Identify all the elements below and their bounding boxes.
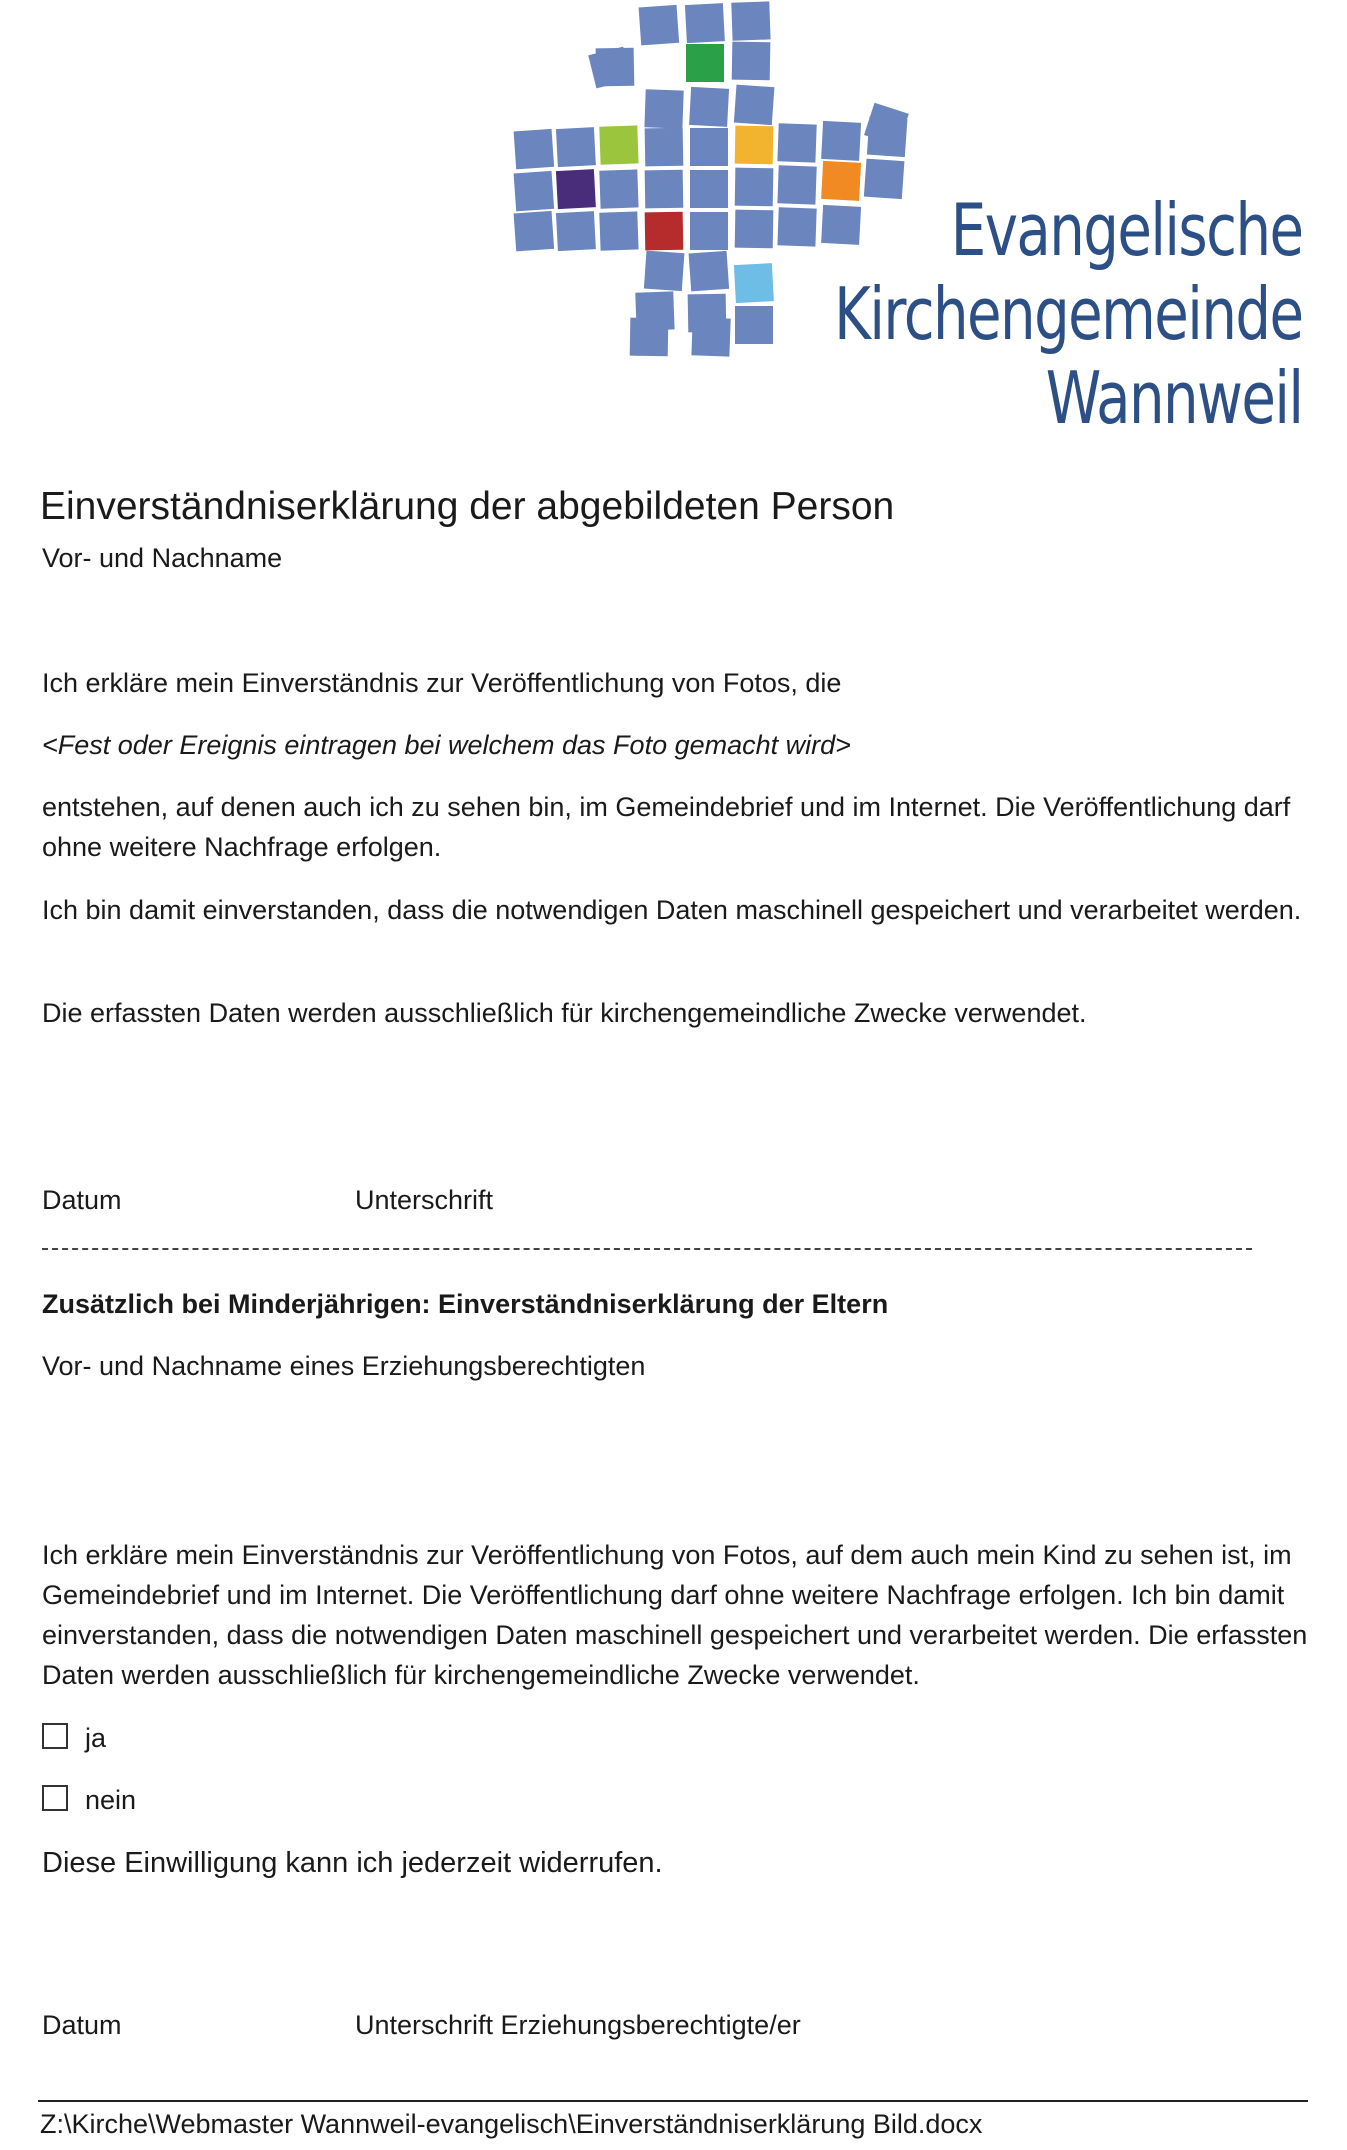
logo-tile bbox=[599, 211, 638, 250]
logo-tile bbox=[734, 85, 775, 126]
logo-tile bbox=[685, 3, 725, 43]
logo-tile bbox=[599, 125, 638, 164]
logo-tile bbox=[645, 128, 684, 167]
logo-tile bbox=[690, 128, 728, 166]
revocation-note: Diese Einwilligung kann ich jederzeit widerrufen. bbox=[42, 1847, 663, 1879]
logo-wordmark bbox=[834, 188, 1302, 440]
consent-paragraph-4: Die erfassten Daten werden ausschließlich für kirchengemeindliche Zwecke verwendet. bbox=[42, 998, 1087, 1028]
guardian-name-label: Vor- und Nachname eines Erziehungsberechtigten bbox=[42, 1351, 646, 1381]
consent-line-1: Ich erkläre mein Einverständnis zur Veröffentlichung von Fotos, die bbox=[42, 668, 842, 698]
logo-tile bbox=[735, 210, 774, 249]
logo-tile bbox=[735, 306, 773, 344]
logo-tile bbox=[645, 170, 684, 209]
logo-line-kirchengemeinde: Kirchengemeinde bbox=[833, 272, 1302, 356]
logo-tile bbox=[690, 212, 728, 250]
logo-tile bbox=[556, 211, 596, 251]
guardian-consent-paragraph: Ich erkläre mein Einverständnis zur Veröffentlichung von Fotos, auf dem auch mein Kind zu sehen ist, im Gemeindebrief und im Internet. Die Veröffentlichung darf ohne weitere Nachfrage erfolgen. Ich bin damit einverstanden, dass die notwendigen Daten maschinell gespeichert und verarbeitet werden. Die erfassten Daten werden ausschließlich für kirchengemeindliche Zwecke verwendet. bbox=[42, 1540, 1308, 1690]
logo-tile bbox=[644, 251, 685, 292]
option-yes-label: ja bbox=[85, 1723, 107, 1753]
page-title: Einverständniserklärung der abgebildeten Person bbox=[40, 485, 895, 528]
logo-tile bbox=[556, 127, 596, 167]
logo-line-wannweil: Wannweil bbox=[1045, 356, 1302, 440]
option-no-label: nein bbox=[85, 1785, 137, 1815]
logo-tile bbox=[556, 169, 596, 209]
logo-tile bbox=[821, 121, 861, 161]
logo-tile bbox=[639, 5, 680, 46]
logo-tile bbox=[514, 211, 555, 252]
logo-tile bbox=[731, 1, 770, 40]
logo-tile bbox=[644, 89, 683, 128]
logo-tile bbox=[691, 317, 730, 356]
logo-tile bbox=[732, 42, 771, 81]
consent-paragraph-2: entstehen, auf denen auch ich zu sehen bin, im Gemeindebrief und im Internet. Die Veröffentlichung darf ohne weitere Nachfrage erfolgen. bbox=[42, 792, 1291, 862]
guardian-signature-label: Unterschrift Erziehungsberechtigte/er bbox=[355, 2010, 801, 2040]
logo-tile bbox=[689, 87, 729, 127]
footer-file-path: Z:\Kirche\Webmaster Wannweil-evangelisch\Einverständniserklärung Bild.docx bbox=[40, 2109, 983, 2139]
date-label: Datum bbox=[42, 1185, 122, 1215]
logo-tile bbox=[645, 212, 684, 251]
guardian-date-label: Datum bbox=[42, 2010, 122, 2040]
logo-tile bbox=[690, 170, 728, 208]
logo-tile bbox=[777, 123, 816, 162]
signature-label: Unterschrift bbox=[355, 1185, 494, 1215]
minors-heading: Zusätzlich bei Minderjährigen: Einverständniserklärung der Eltern bbox=[42, 1289, 889, 1319]
logo-tile bbox=[777, 165, 816, 204]
checkbox-yes[interactable] bbox=[42, 1723, 68, 1749]
checkbox-no[interactable] bbox=[42, 1785, 68, 1811]
logo-tile bbox=[735, 168, 774, 207]
logo-tile bbox=[686, 44, 724, 82]
logo-tile bbox=[777, 207, 816, 246]
event-placeholder: <Fest oder Ereignis eintragen bei welchem das Foto gemacht wird> bbox=[42, 730, 851, 760]
logo-tile bbox=[689, 251, 730, 292]
logo-tile bbox=[735, 126, 774, 165]
name-label: Vor- und Nachname bbox=[42, 543, 283, 573]
logo-tile bbox=[514, 129, 555, 170]
logo-tile bbox=[630, 318, 669, 357]
logo-tile bbox=[514, 171, 555, 212]
footer-divider bbox=[38, 2100, 1308, 2102]
logo-tile bbox=[599, 169, 638, 208]
logo-line-evangelische: Evangelische bbox=[950, 188, 1302, 272]
cut-line-divider bbox=[42, 1248, 1252, 1250]
logo-tile bbox=[734, 263, 774, 303]
consent-paragraph-3: Ich bin damit einverstanden, dass die notwendigen Daten maschinell gespeichert und verarbeitet werden. bbox=[42, 895, 1302, 925]
